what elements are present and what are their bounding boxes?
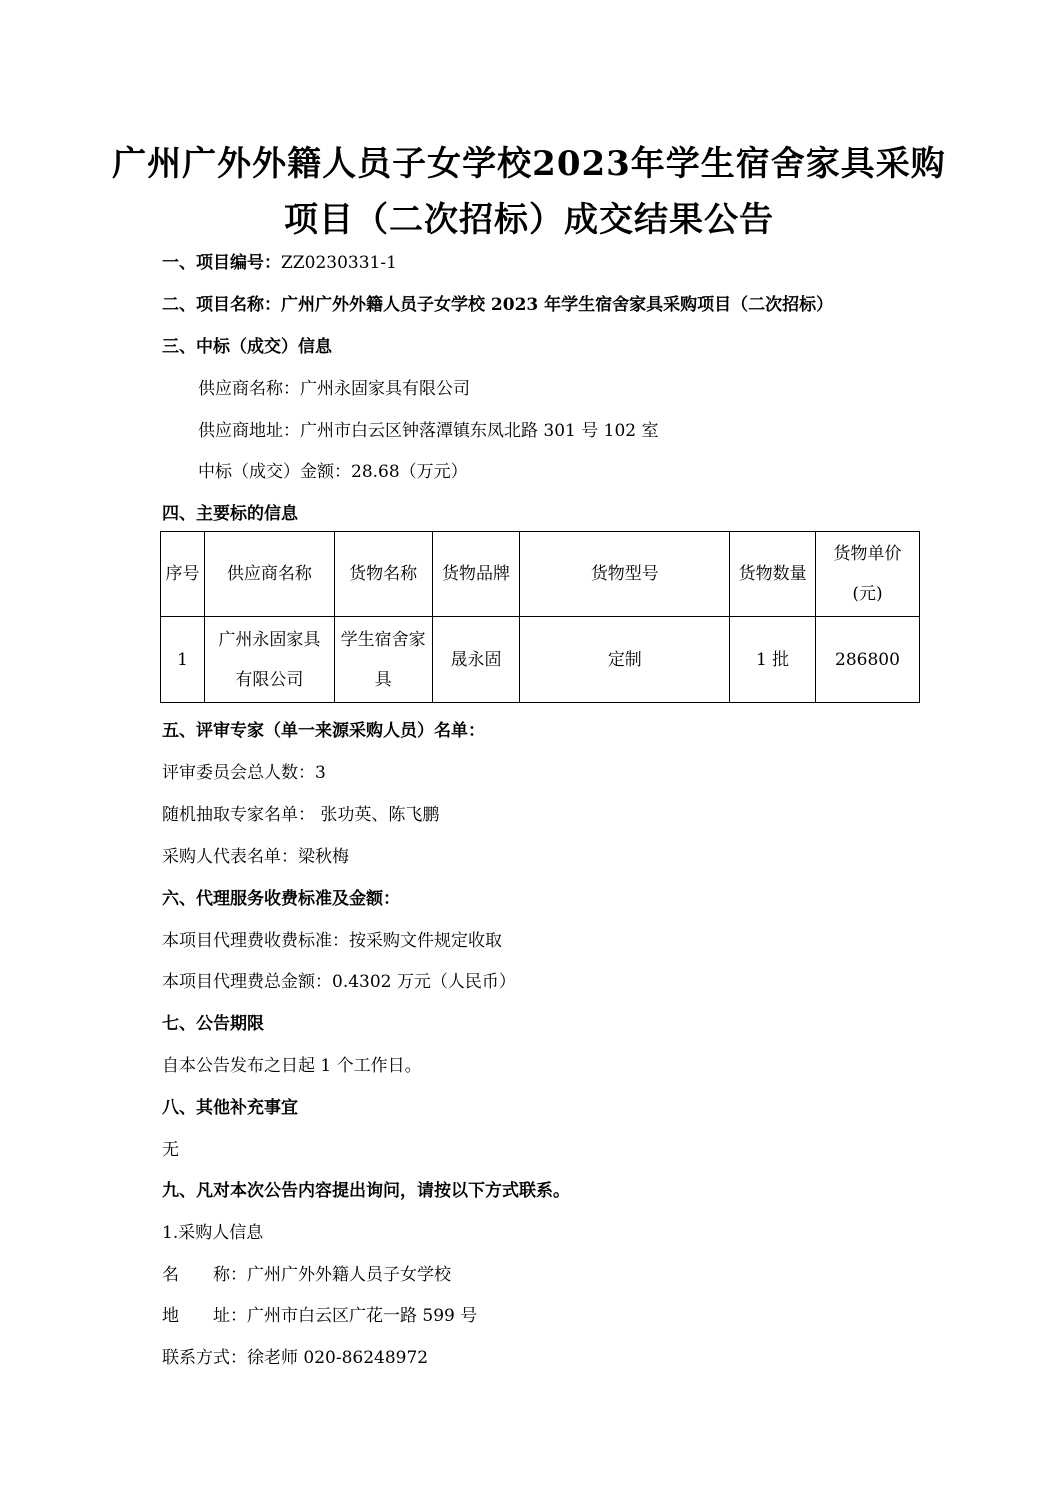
section-5-heading: 五、评审专家（单一来源采购人员）名单： (162, 721, 485, 741)
subject-info-table (160, 531, 920, 703)
section-8-heading: 八、其他补充事宜 (162, 1098, 298, 1118)
cell-goods-name-line-2: 具 (374, 669, 392, 690)
buyer-name: 名 称：广州广外外籍人员子女学校 (162, 1265, 451, 1285)
other-matters: 无 (162, 1140, 179, 1160)
buyer-address: 地 址：广州市白云区广花一路 599 号 (162, 1306, 478, 1326)
project-name-label: 二、项目名称： (162, 295, 281, 315)
unit-price-unit: (元) (852, 584, 883, 604)
section-6-heading: 六、代理服务收费标准及金额： (162, 889, 400, 909)
cell-supplier (204, 617, 334, 703)
project-name-value: 广州广外外籍人员子女学校 2023 年学生宿舍家具采购项目（二次招标） (281, 295, 834, 315)
cell-supplier-line-2: 有限公司 (235, 669, 304, 690)
cell-unit-price: 286800 (816, 617, 920, 703)
table-header-row (161, 532, 920, 617)
header-cell-quantity: 货物数量 (730, 532, 816, 617)
cell-supplier-line-1: 广州永固家具 (218, 629, 321, 650)
header-cell-goods-name: 货物名称 (334, 532, 432, 617)
section-3-heading: 三、中标（成交）信息 (162, 337, 332, 357)
expert-list: 随机抽取专家名单： 张功英、陈飞鹏 (162, 805, 440, 825)
cell-brand: 晟永固 (432, 617, 520, 703)
header-cell-model: 货物型号 (520, 532, 730, 617)
cell-model: 定制 (520, 617, 730, 703)
committee-total: 评审委员会总人数：3 (162, 763, 326, 783)
buyer-contact: 联系方式：徐老师 020-86248972 (162, 1348, 429, 1368)
header-cell-index: 序号 (161, 532, 205, 617)
notice-period: 自本公告发布之日起 1 个工作日。 (162, 1056, 422, 1076)
document-title-line-1: 广州广外外籍人员子女学校2023年学生宿舍家具采购 (112, 144, 946, 184)
header-cell-supplier: 供应商名称 (204, 532, 334, 617)
project-number-label: 一、项目编号： (162, 253, 281, 273)
project-number-value: ZZ0230331-1 (281, 253, 397, 273)
project-number (162, 248, 397, 273)
cell-quantity: 1 批 (730, 617, 816, 703)
unit-price-label: 货物单价 (833, 544, 902, 564)
supplier-address: 供应商地址：广州市白云区钟落潭镇东凤北路 301 号 102 室 (198, 421, 659, 441)
buyer-info-heading: 1.采购人信息 (162, 1223, 264, 1243)
agency-fee-total: 本项目代理费总金额：0.4302 万元（人民币） (162, 972, 516, 992)
header-cell-unit-price (816, 532, 920, 617)
cell-goods-name (334, 617, 432, 703)
supplier-name: 供应商名称：广州永固家具有限公司 (198, 379, 470, 399)
cell-index: 1 (161, 617, 205, 703)
section-9-heading: 九、凡对本次公告内容提出询问，请按以下方式联系。 (162, 1181, 570, 1201)
buyer-representative: 采购人代表名单：梁秋梅 (162, 847, 349, 867)
table-row (161, 617, 920, 703)
award-amount: 中标（成交）金额：28.68（万元） (198, 462, 468, 482)
project-name (162, 290, 833, 315)
section-4-heading: 四、主要标的信息 (162, 504, 298, 524)
document-title-line-2: 项目（二次招标）成交结果公告 (284, 200, 774, 240)
cell-goods-name-line-1: 学生宿舍家 (340, 629, 426, 650)
agency-fee-standard: 本项目代理费收费标准：按采购文件规定收取 (162, 931, 502, 951)
header-cell-brand: 货物品牌 (432, 532, 520, 617)
section-7-heading: 七、公告期限 (162, 1014, 264, 1034)
